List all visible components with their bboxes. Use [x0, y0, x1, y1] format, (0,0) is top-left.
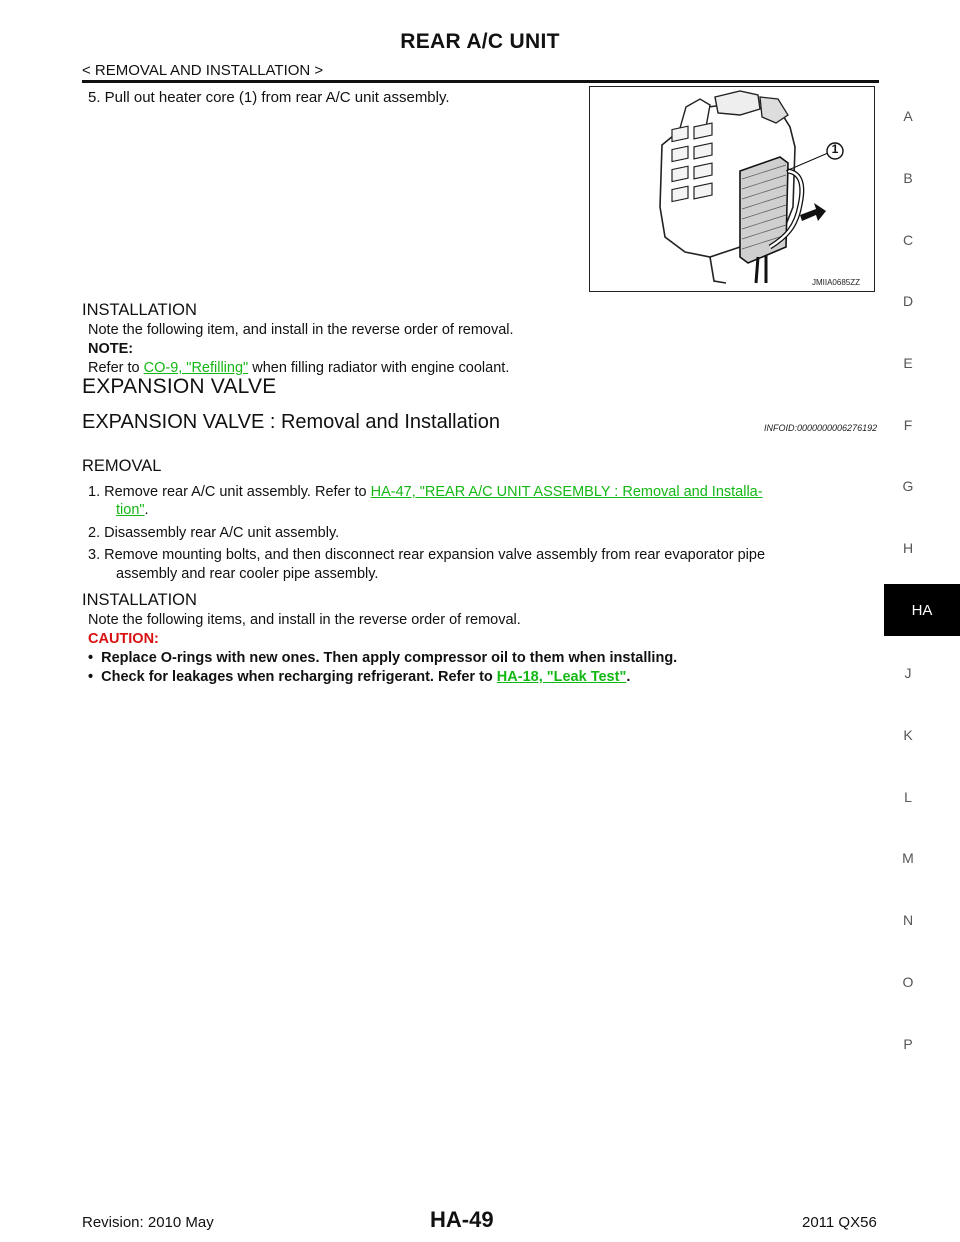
- link-ha18-leak-test[interactable]: HA-18, "Leak Test": [496, 669, 627, 685]
- caution-bullet-2: • Check for leakages when recharging refrigerant. Refer to HA-18, "Leak Test".: [88, 669, 631, 685]
- footer-revision: Revision: 2010 May: [82, 1214, 214, 1231]
- index-letter-k[interactable]: K: [903, 727, 913, 743]
- index-letter-h[interactable]: H: [902, 540, 914, 556]
- figure-callout-1: 1: [831, 142, 839, 156]
- footer-model: 2011 QX56: [802, 1214, 877, 1231]
- page-title: REAR A/C UNIT: [400, 30, 560, 53]
- breadcrumb: < REMOVAL AND INSTALLATION >: [82, 62, 324, 79]
- installation-1-intro: Note the following item, and install in the reverse order of removal.: [88, 322, 514, 338]
- installation-heading-1: INSTALLATION: [82, 301, 197, 319]
- index-letter-f[interactable]: F: [903, 417, 913, 433]
- removal-step-2: 2. Disassembly rear A/C unit assembly.: [88, 525, 340, 541]
- header-rule: [82, 80, 879, 83]
- removal-step-3-cont: assembly and rear cooler pipe assembly.: [116, 566, 379, 582]
- installation-2-intro: Note the following items, and install in the reverse order of removal.: [88, 612, 521, 628]
- index-letter-j[interactable]: J: [904, 665, 912, 681]
- index-letter-o[interactable]: O: [902, 974, 914, 990]
- removal-step-1: 1. Remove rear A/C unit assembly. Refer to HA-47, "REAR A/C UNIT ASSEMBLY : Removal and Installa-: [88, 484, 763, 500]
- page-number: HA-49: [430, 1207, 494, 1232]
- index-letter-m[interactable]: M: [902, 850, 914, 866]
- bullet-icon: •: [88, 650, 102, 666]
- step-5: 5. Pull out heater core (1) from rear A/C unit assembly.: [88, 89, 450, 106]
- section-subtitle: EXPANSION VALVE : Removal and Installation: [82, 411, 500, 433]
- index-letter-e[interactable]: E: [903, 355, 913, 371]
- info-id: INFOID:0000000006276192: [764, 423, 878, 433]
- caution-bullet-1: • Replace O-rings with new ones. Then apply compressor oil to them when installing.: [88, 650, 678, 666]
- index-letter-c[interactable]: C: [902, 232, 914, 248]
- index-letter-a[interactable]: A: [903, 108, 913, 124]
- bullet-icon: •: [88, 669, 102, 685]
- removal-step-1-cont: tion".: [116, 502, 149, 518]
- link-ha47-rear-ac-unit-assembly-cont[interactable]: tion": [116, 502, 145, 518]
- caution-label: CAUTION:: [88, 631, 159, 647]
- heater-core-figure: [589, 86, 875, 292]
- installation-heading-2: INSTALLATION: [82, 591, 197, 609]
- removal-step-3: 3. Remove mounting bolts, and then disconnect rear expansion valve assembly from rear evaporator pipe: [88, 547, 766, 563]
- index-letter-l[interactable]: L: [904, 789, 912, 805]
- link-co9-refilling[interactable]: CO-9, "Refilling": [143, 360, 249, 376]
- index-letter-b[interactable]: B: [903, 170, 913, 186]
- figure-code: JMIIA0685ZZ: [811, 278, 860, 287]
- index-letter-g[interactable]: G: [902, 478, 914, 494]
- heater-core-illustration: [590, 87, 873, 290]
- link-ha47-rear-ac-unit-assembly[interactable]: HA-47, "REAR A/C UNIT ASSEMBLY : Removal and Installa-: [370, 484, 763, 500]
- note-label: NOTE:: [88, 341, 134, 357]
- section-title: EXPANSION VALVE: [82, 375, 277, 398]
- index-letter-d[interactable]: D: [902, 293, 914, 309]
- note-text: Refer to CO-9, "Refilling" when filling radiator with engine coolant.: [88, 360, 510, 376]
- index-letter-n[interactable]: N: [902, 912, 914, 928]
- removal-heading: REMOVAL: [82, 457, 162, 475]
- index-letter-p[interactable]: P: [903, 1036, 913, 1052]
- index-tab-ha-active[interactable]: HA: [884, 584, 960, 636]
